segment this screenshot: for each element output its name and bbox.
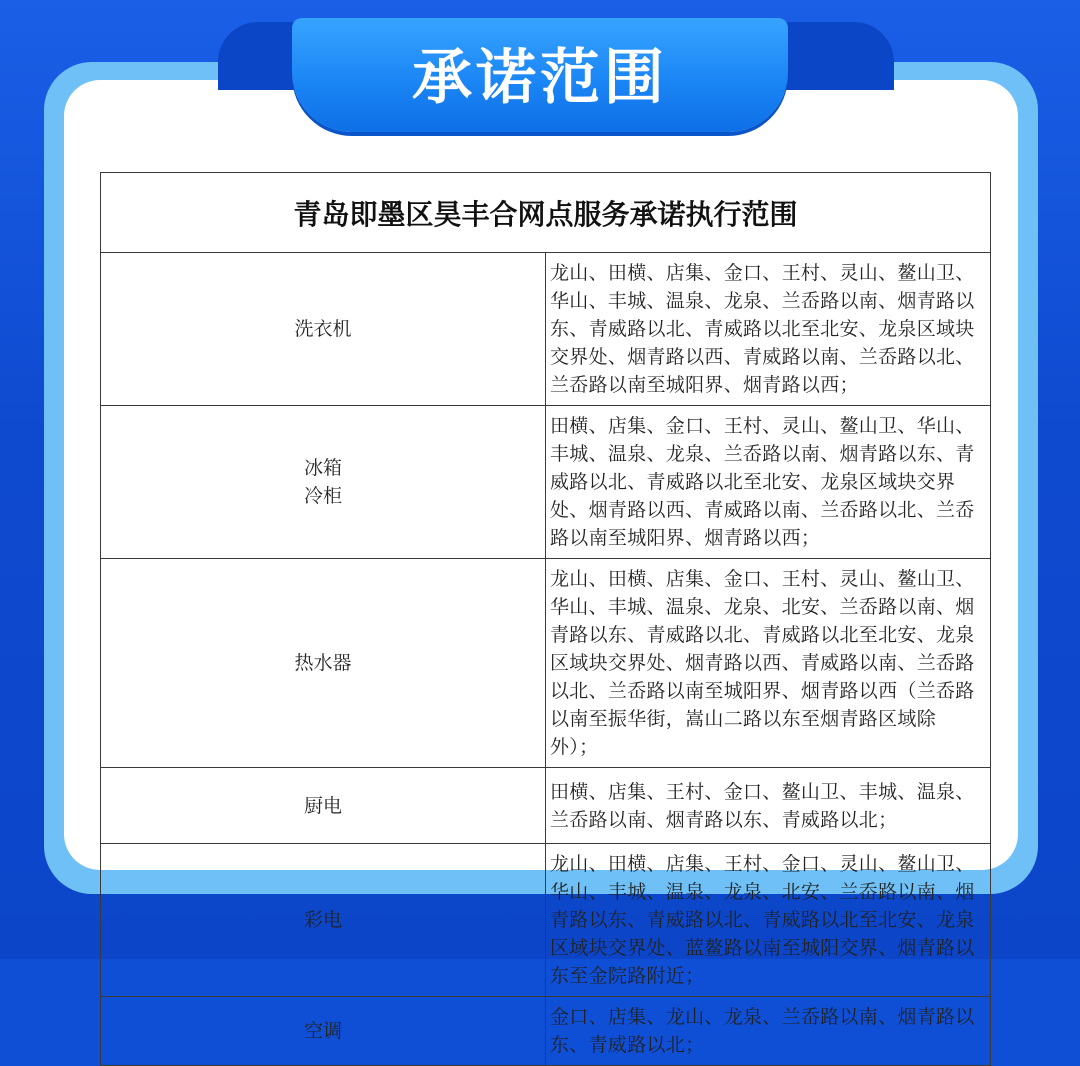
table-heading-row [101,173,991,253]
scope-cell: 龙山、田横、店集、王村、金口、灵山、鳌山卫、华山、丰城、温泉、龙泉、北安、兰岙路以南、烟青路以东、青威路以北、青威路以北至北安、龙泉区域块交界处、蓝鳌路以南至城阳交界、烟青路以东至金院路附近； [546,844,991,997]
scope-cell: 龙山、田横、店集、金口、王村、灵山、鳌山卫、华山、丰城、温泉、龙泉、北安、兰岙路以南、烟青路以东、青威路以北、青威路以北至北安、龙泉区域块交界处、烟青路以西、青威路以南、兰岙路以北、兰岙路以南至城阳界、烟青路以西（兰岙路以南至振华街，嵩山二路以东至烟青路区域除外）； [546,559,991,768]
scope-cell: 田横、店集、金口、王村、灵山、鳌山卫、华山、丰城、温泉、龙泉、兰岙路以南、烟青路以东、青威路以北、青威路以北至北安、龙泉区域块交界处、烟青路以西、青威路以南、兰岙路以北、兰岙路以南至城阳界、烟青路以西； [546,406,991,559]
table-row [101,768,991,844]
table-row [101,997,991,1066]
category-cell: 洗衣机 [101,253,546,406]
table-row [101,406,991,559]
table-row [101,844,991,997]
banner-title: 承诺范围 [412,43,668,113]
category-cell: 热水器 [101,559,546,768]
table-row [101,253,991,406]
table-heading: 青岛即墨区昊丰合网点服务承诺执行范围 [101,173,991,253]
banner [292,18,788,132]
scope-table [100,172,991,1066]
category-cell: 厨电 [101,768,546,844]
scope-cell: 龙山、田横、店集、金口、王村、灵山、鳌山卫、华山、丰城、温泉、龙泉、兰岙路以南、烟青路以东、青威路以北、青威路以北至北安、龙泉区域块交界处、烟青路以西、青威路以南、兰岙路以北、兰岙路以南至城阳界、烟青路以西； [546,253,991,406]
table-row [101,559,991,768]
scope-table-wrapper [100,172,991,1066]
category-cell-text: 冰箱冷柜 [303,457,342,507]
category-cell: 彩电 [101,844,546,997]
scope-cell: 金口、店集、龙山、龙泉、兰岙路以南、烟青路以东、青威路以北； [546,997,991,1066]
scope-cell: 田横、店集、王村、金口、鳌山卫、丰城、温泉、兰岙路以南、烟青路以东、青威路以北； [546,768,991,844]
category-cell [101,406,546,559]
category-cell: 空调 [101,997,546,1066]
